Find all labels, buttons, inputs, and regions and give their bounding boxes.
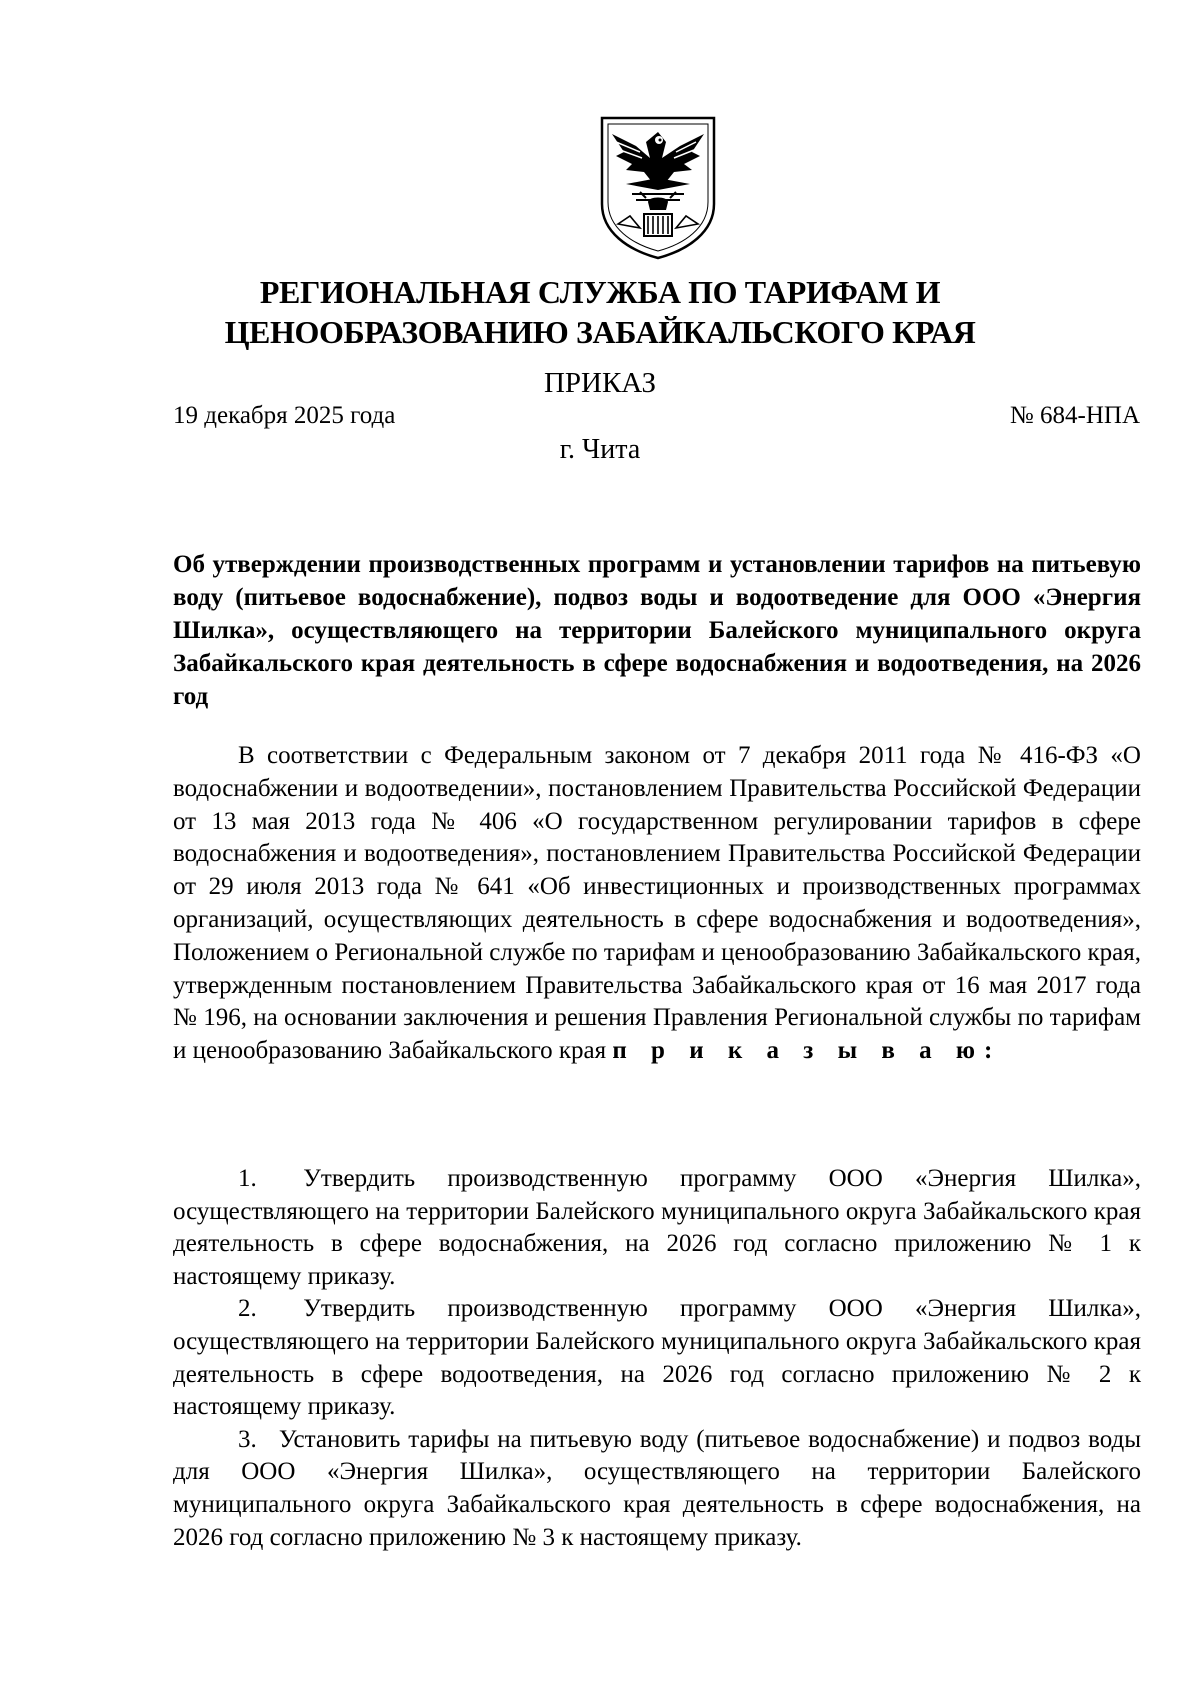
- organization-title-line-1: РЕГИОНАЛЬНАЯ СЛУЖБА ПО ТАРИФАМ И: [259, 274, 941, 310]
- order-clause-3: [173, 1424, 1141, 1554]
- clause-number: 1.: [238, 1165, 257, 1192]
- organization-title-line-2: ЦЕНООБРАЗОВАНИЮ ЗАБАЙКАЛЬСКОГО КРАЯ: [224, 314, 976, 350]
- organization-title: [170, 272, 1030, 352]
- order-clause-2: [173, 1293, 1141, 1423]
- order-date: 19 декабря 2025 года: [173, 402, 396, 429]
- document-type-heading: ПРИКАЗ: [543, 367, 657, 399]
- clause-number: 3.: [238, 1425, 257, 1453]
- order-city: г. Чита: [559, 434, 641, 465]
- clause-text: Установить тарифы на питьевую воду (питьевое водоснабжение) и подвоз воды для ООО «Энергия Шилка», осуществляющего на территории Балейского муниципального округа Забайкальского края деятельность в сфере водоснабжения, на 2026 год согласно приложению № 3 к настоящему приказу.: [173, 1425, 1141, 1551]
- coat-of-arms-emblem: [596, 112, 720, 262]
- clause-text: Утвердить производственную программу ООО «Энергия Шилка», осуществляющего на территории Балейского муниципального округа Забайкальского края деятельность в сфере водоотведения, на 2026 год согласно приложению № 2 к настоящему приказу.: [173, 1295, 1141, 1421]
- order-clauses-list: [173, 1163, 1141, 1554]
- clause-number: 2.: [238, 1295, 257, 1323]
- order-clause-1: [173, 1163, 1141, 1293]
- order-subject: Об утверждении производственных программ и установлении тарифов на питьевую воду (питьевое водоснабжение), подвоз воды и водоотведение для ООО «Энергия Шилка», осуществляющего на территории Балейского муниципального округа Забайкальского края деятельность в сфере водоснабжения и водоотведения, на 2026 год: [173, 551, 1141, 710]
- clause-text: Утвердить производственную программу ООО «Энергия Шилка», осуществляющего на территории Балейского муниципального округа Забайкальского края деятельность в сфере водоснабжения, на 2026 год согласно приложению № 1 к настоящему приказу.: [173, 1165, 1141, 1290]
- order-number: № 684-НПА: [1009, 402, 1140, 429]
- preamble-text: В соответствии с Федеральным законом от 7 декабря 2011 года № 416-ФЗ «О водоснабжении и водоотведении», постановлением Правительства Российской Федерации от 13 мая 2013 года № 406 «О государственном регулировании тарифов в сфере водоснабжения и водоотведения», постановлением Правительства Российской Федерации от 29 июля 2013 года № 641 «Об инвестиционных и производственных программах организаций, осуществляющих деятельность в сфере водоснабжения и водоотведения», Положением о Региональной службе по тарифам и ценообразованию Забайкальского края, утвержденным постановлением Правительства Забайкальского края от 16 мая 2017 года № 196, на основании заключения и решения Правления Региональной службы по тарифам и ценообразованию Забайкальского края: [173, 742, 1141, 1065]
- preamble-paragraph: [173, 740, 1141, 1068]
- order-verb: п р и к а з ы в а ю:: [612, 1037, 1002, 1065]
